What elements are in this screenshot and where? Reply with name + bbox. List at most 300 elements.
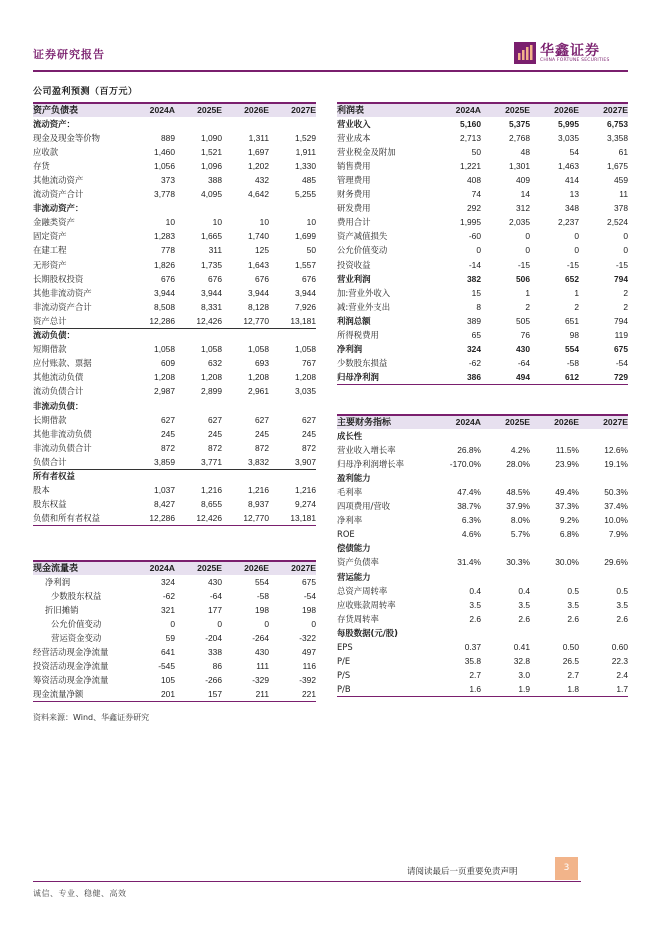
cell-value: 794 bbox=[614, 315, 628, 326]
cell-value: 1,675 bbox=[607, 160, 628, 171]
cell-value: 0 bbox=[217, 618, 222, 629]
cell-value: 19.1% bbox=[604, 458, 628, 469]
row-label: 现金流量净额 bbox=[33, 688, 128, 702]
cell-value: 1,995 bbox=[460, 217, 481, 228]
cell-value bbox=[579, 542, 628, 556]
cell-value: 8.0% bbox=[510, 515, 530, 526]
cell-value: 676 bbox=[161, 273, 175, 284]
year-header: 2026E bbox=[530, 415, 579, 429]
cell-value: 12,286 bbox=[149, 315, 175, 326]
cell-value: 373 bbox=[161, 175, 175, 186]
table-row bbox=[33, 343, 316, 357]
cell-value: 12,770 bbox=[243, 315, 269, 326]
table-row bbox=[33, 173, 316, 187]
table-row bbox=[337, 626, 628, 640]
row-label: 负债合计 bbox=[33, 456, 67, 467]
cell-value bbox=[432, 429, 481, 443]
cell-value: 2.6 bbox=[567, 613, 579, 624]
row-label: 营业税金及附加 bbox=[337, 146, 396, 157]
cell-value: 0.4 bbox=[469, 585, 481, 596]
cell-value: 3,358 bbox=[607, 132, 628, 143]
year-header: 2024A bbox=[128, 103, 175, 117]
cell-value: 872 bbox=[208, 442, 222, 453]
row-label: 无形资产 bbox=[33, 259, 67, 270]
cell-value: 12,770 bbox=[222, 512, 269, 526]
row-label: 经营活动现金净流量 bbox=[33, 647, 109, 658]
row-label: 利润总额 bbox=[337, 315, 371, 326]
cell-value: -264 bbox=[252, 633, 269, 644]
cell-value: -60 bbox=[468, 231, 481, 242]
row-label: 加:营业外收入 bbox=[337, 287, 391, 298]
cell-value: 1,283 bbox=[154, 231, 175, 242]
cell-value: 198 bbox=[255, 604, 269, 615]
table-row bbox=[337, 570, 628, 584]
cell-value: 2,524 bbox=[607, 217, 628, 228]
row-label: 流动资产合计 bbox=[33, 189, 84, 200]
table-row bbox=[337, 272, 628, 286]
cell-value: 6.8% bbox=[559, 529, 579, 540]
row-label: 在建工程 bbox=[33, 245, 67, 256]
cell-value bbox=[530, 542, 579, 556]
row-label: 归母净利润 bbox=[337, 371, 432, 385]
cell-value: 6,753 bbox=[607, 118, 628, 129]
cell-value: 3,035 bbox=[295, 386, 316, 397]
cell-value: 59 bbox=[165, 633, 175, 644]
cell-value: 338 bbox=[208, 647, 222, 658]
cell-value: 408 bbox=[467, 175, 481, 186]
cell-value: 245 bbox=[255, 428, 269, 439]
cell-value: -58 bbox=[566, 358, 579, 369]
cell-value: 0.60 bbox=[611, 642, 628, 653]
row-label: 四项费用/营收 bbox=[337, 501, 391, 512]
row-label: 营运能力 bbox=[337, 571, 371, 582]
table-row bbox=[337, 528, 628, 542]
table-row bbox=[33, 385, 316, 399]
cell-value: 86 bbox=[212, 661, 222, 672]
table-row bbox=[33, 484, 316, 498]
cell-value: 1,521 bbox=[201, 146, 222, 157]
cell-value: 3,778 bbox=[154, 189, 175, 200]
row-label: 股本 bbox=[33, 485, 50, 496]
cell-value: -204 bbox=[205, 633, 222, 644]
cell-value: 2 bbox=[623, 287, 628, 298]
cell-value bbox=[481, 626, 530, 640]
cell-value: 554 bbox=[565, 344, 579, 355]
cell-value: 554 bbox=[255, 576, 269, 587]
cell-value: 386 bbox=[432, 371, 481, 385]
cell-value: 0 bbox=[311, 618, 316, 629]
cell-value bbox=[222, 202, 269, 216]
cell-value: -545 bbox=[158, 661, 175, 672]
row-label: 总资产周转率 bbox=[337, 585, 388, 596]
table-row bbox=[337, 471, 628, 485]
cell-value: -54 bbox=[303, 590, 316, 601]
row-label: 现金及现金等价物 bbox=[33, 132, 100, 143]
cell-value: 2,713 bbox=[460, 132, 481, 143]
cell-value: 4,642 bbox=[248, 189, 269, 200]
cell-value: 5,255 bbox=[295, 189, 316, 200]
cell-value: 48.5% bbox=[506, 487, 530, 498]
cell-value: 388 bbox=[208, 175, 222, 186]
cell-value: 2,035 bbox=[509, 217, 530, 228]
row-label: 资产总计 bbox=[33, 315, 67, 326]
cell-value: 1,221 bbox=[460, 160, 481, 171]
footer-divider bbox=[33, 881, 581, 882]
cell-value: 693 bbox=[255, 358, 269, 369]
income-statement-table bbox=[337, 102, 628, 385]
table-row bbox=[33, 300, 316, 314]
cell-value: 177 bbox=[208, 604, 222, 615]
cell-value: 111 bbox=[256, 661, 269, 672]
row-label: 非流动负债： bbox=[33, 400, 84, 411]
cell-value: 675 bbox=[302, 576, 316, 587]
cell-value: 2.6 bbox=[469, 613, 481, 624]
section-title: 公司盈利预测（百万元） bbox=[33, 87, 138, 97]
cell-value: 0 bbox=[623, 245, 628, 256]
cell-value: 1,090 bbox=[201, 132, 222, 143]
cell-value: 8,508 bbox=[154, 301, 175, 312]
source-note: 资料来源：Wind、华鑫证券研究 bbox=[33, 713, 150, 722]
row-label: P/B bbox=[337, 683, 432, 697]
cell-value: -15 bbox=[517, 259, 530, 270]
table-row bbox=[337, 371, 628, 385]
cell-value bbox=[128, 117, 175, 131]
cell-value: 1 bbox=[525, 287, 530, 298]
table-row bbox=[337, 343, 628, 357]
table-row bbox=[337, 145, 628, 159]
cell-value: 627 bbox=[302, 414, 316, 425]
table-title: 利润表 bbox=[337, 103, 432, 117]
cell-value: 3.5 bbox=[616, 599, 628, 610]
cell-value: 1 bbox=[574, 287, 579, 298]
cell-value: 29.6% bbox=[604, 557, 628, 568]
cell-value: 37.9% bbox=[506, 501, 530, 512]
cell-value bbox=[128, 202, 175, 216]
row-label: 应收账款周转率 bbox=[337, 599, 396, 610]
cell-value: -62 bbox=[468, 358, 481, 369]
table-row bbox=[33, 216, 316, 230]
cell-value: 3.0 bbox=[518, 670, 530, 681]
cell-value: 321 bbox=[161, 604, 175, 615]
cell-value bbox=[481, 542, 530, 556]
row-label: 其他流动负债 bbox=[33, 372, 84, 383]
table-row bbox=[337, 216, 628, 230]
table-title: 现金流量表 bbox=[33, 561, 128, 575]
table-row bbox=[33, 357, 316, 371]
cell-value: 676 bbox=[302, 273, 316, 284]
table-row bbox=[33, 660, 316, 674]
table-row bbox=[33, 329, 316, 343]
row-label: 营运资金变动 bbox=[51, 633, 102, 644]
cell-value: 38.7% bbox=[457, 501, 481, 512]
cell-value: 506 bbox=[516, 273, 530, 284]
year-header: 2024A bbox=[128, 561, 175, 575]
cell-value: 1,216 bbox=[295, 485, 316, 496]
cell-value bbox=[530, 626, 579, 640]
row-label: ROE bbox=[337, 529, 355, 540]
row-label: 净利率 bbox=[337, 515, 363, 526]
cell-value: 1,208 bbox=[295, 372, 316, 383]
cell-value: 612 bbox=[530, 371, 579, 385]
logo-mark-icon bbox=[514, 42, 536, 64]
cell-value: -58 bbox=[256, 590, 269, 601]
cell-value: 50 bbox=[306, 245, 316, 256]
cell-value: 1,911 bbox=[295, 146, 316, 157]
row-label: 财务费用 bbox=[337, 189, 371, 200]
row-label: 资产减值损失 bbox=[337, 231, 388, 242]
table-row bbox=[33, 674, 316, 688]
table-row bbox=[337, 542, 628, 556]
cell-value: 794 bbox=[614, 273, 628, 284]
balance-sheet-table bbox=[33, 102, 316, 526]
row-label: 少数股东权益 bbox=[51, 590, 102, 601]
cell-value bbox=[269, 469, 316, 483]
cell-value: -14 bbox=[468, 259, 481, 270]
cell-value: 1,557 bbox=[295, 259, 316, 270]
cell-value: 8,128 bbox=[248, 301, 269, 312]
cell-value: 627 bbox=[208, 414, 222, 425]
cell-value: 116 bbox=[302, 661, 316, 672]
table-row bbox=[33, 688, 316, 702]
cell-value: 1,096 bbox=[201, 160, 222, 171]
cell-value: 3.5 bbox=[469, 599, 481, 610]
table-row bbox=[337, 457, 628, 471]
cell-value: 32.8 bbox=[513, 656, 530, 667]
table-row bbox=[33, 314, 316, 328]
cell-value: 10 bbox=[306, 217, 316, 228]
cell-value: 627 bbox=[161, 414, 175, 425]
cell-value: 1.7 bbox=[579, 683, 628, 697]
cell-value: 0 bbox=[525, 245, 530, 256]
cell-value: 2,987 bbox=[154, 386, 175, 397]
cell-value: 1,735 bbox=[201, 259, 222, 270]
cell-value: 54 bbox=[569, 146, 579, 157]
cell-value: 2,961 bbox=[248, 386, 269, 397]
cell-value: 8,655 bbox=[201, 499, 222, 510]
cell-value: 1,037 bbox=[154, 485, 175, 496]
table-row bbox=[33, 455, 316, 469]
cell-value: 494 bbox=[481, 371, 530, 385]
table-row bbox=[337, 429, 628, 443]
cell-value bbox=[579, 429, 628, 443]
cell-value: 3,944 bbox=[295, 287, 316, 298]
cell-value: 11 bbox=[619, 189, 628, 200]
table-row bbox=[33, 512, 316, 526]
cell-value: 50.3% bbox=[604, 487, 628, 498]
cell-value bbox=[269, 329, 316, 343]
table-row bbox=[33, 159, 316, 173]
cell-value: 98 bbox=[569, 330, 579, 341]
row-label: 应付账款、票据 bbox=[33, 358, 92, 369]
cell-value: 4.6% bbox=[461, 529, 481, 540]
year-header: 2026E bbox=[530, 103, 579, 117]
cell-value bbox=[530, 429, 579, 443]
row-label: P/E bbox=[337, 656, 351, 667]
cell-value: 76 bbox=[520, 330, 530, 341]
cell-value: 889 bbox=[161, 132, 175, 143]
row-label: 折旧摊销 bbox=[45, 604, 79, 615]
cell-value: 1,460 bbox=[154, 146, 175, 157]
cell-value: 10 bbox=[165, 217, 175, 228]
cell-value: 2.7 bbox=[567, 670, 579, 681]
row-label: 短期借款 bbox=[33, 344, 67, 355]
table-row bbox=[337, 612, 628, 626]
row-label: EPS bbox=[337, 642, 353, 653]
cell-value: 651 bbox=[565, 315, 579, 326]
table-row bbox=[33, 145, 316, 159]
cell-value: 432 bbox=[255, 175, 269, 186]
cell-value bbox=[175, 469, 222, 483]
row-label: 其他非流动负债 bbox=[33, 428, 92, 439]
row-label: 所有者权益 bbox=[33, 469, 128, 483]
cell-value: 0 bbox=[525, 231, 530, 242]
row-label: 固定资产 bbox=[33, 231, 67, 242]
cell-value: -64 bbox=[517, 358, 530, 369]
table-row bbox=[337, 314, 628, 328]
cell-value: 8,427 bbox=[154, 499, 175, 510]
cell-value: 12,426 bbox=[196, 315, 222, 326]
cell-value: 872 bbox=[161, 442, 175, 453]
cell-value: 4,095 bbox=[201, 189, 222, 200]
cell-value: 7.9% bbox=[608, 529, 628, 540]
table-row bbox=[337, 117, 628, 131]
cell-value bbox=[579, 471, 628, 485]
cell-value: 2.6 bbox=[616, 613, 628, 624]
cell-value: 0 bbox=[574, 245, 579, 256]
year-header: 2027E bbox=[269, 103, 316, 117]
cell-value: 198 bbox=[302, 604, 316, 615]
table-row bbox=[33, 230, 316, 244]
cell-value: 245 bbox=[208, 428, 222, 439]
cell-value: 1,202 bbox=[248, 160, 269, 171]
year-header: 2024A bbox=[432, 103, 481, 117]
cell-value: 74 bbox=[471, 189, 481, 200]
table-row bbox=[337, 188, 628, 202]
cell-value: 1,058 bbox=[248, 344, 269, 355]
cell-value: 3,771 bbox=[201, 456, 222, 467]
year-header: 2025E bbox=[481, 415, 530, 429]
cell-value: 1,699 bbox=[295, 231, 316, 242]
cell-value: 1,208 bbox=[154, 372, 175, 383]
table-row bbox=[33, 498, 316, 512]
cell-value: 414 bbox=[565, 175, 579, 186]
table-row bbox=[337, 598, 628, 612]
cell-value: 2 bbox=[623, 301, 628, 312]
cell-value: 1,208 bbox=[248, 372, 269, 383]
cell-value: 3,944 bbox=[201, 287, 222, 298]
cell-value: 1,826 bbox=[154, 259, 175, 270]
report-type-label: 证券研究报告 bbox=[33, 48, 105, 61]
cell-value: 382 bbox=[467, 273, 481, 284]
table-row bbox=[33, 646, 316, 660]
cell-value: -170.0% bbox=[449, 458, 481, 469]
row-label: 资产负债率 bbox=[337, 557, 379, 568]
cell-value: 245 bbox=[302, 428, 316, 439]
cell-value: 2 bbox=[574, 301, 579, 312]
cell-value: 1,056 bbox=[154, 160, 175, 171]
table-row bbox=[33, 258, 316, 272]
cell-value: 5,995 bbox=[558, 118, 579, 129]
cell-value: 7,926 bbox=[295, 301, 316, 312]
cell-value: 459 bbox=[614, 175, 628, 186]
cell-value: 8,331 bbox=[201, 301, 222, 312]
year-header: 2025E bbox=[481, 103, 530, 117]
cell-value: 30.3% bbox=[506, 557, 530, 568]
cell-value: 3,035 bbox=[558, 132, 579, 143]
cell-value: -62 bbox=[162, 590, 175, 601]
row-label: 长期借款 bbox=[33, 414, 67, 425]
header-divider bbox=[33, 70, 628, 72]
row-label: 销售费用 bbox=[337, 160, 371, 171]
row-label: 偿债能力 bbox=[337, 543, 371, 554]
cell-value: 1.8 bbox=[530, 683, 579, 697]
cell-value: 872 bbox=[302, 442, 316, 453]
cell-value: 12,426 bbox=[175, 512, 222, 526]
cell-value: 1,216 bbox=[201, 485, 222, 496]
cell-value: 2,899 bbox=[201, 386, 222, 397]
table-row bbox=[33, 399, 316, 413]
cell-value: 2,237 bbox=[558, 217, 579, 228]
cell-value: 430 bbox=[516, 344, 530, 355]
table-row bbox=[33, 469, 316, 483]
disclaimer-note: 请阅读最后一页重要免责声明 bbox=[407, 867, 518, 877]
cell-value: 10 bbox=[212, 217, 222, 228]
cell-value: 324 bbox=[161, 576, 175, 587]
cell-value: 378 bbox=[614, 203, 628, 214]
row-label: 归母净利润增长率 bbox=[337, 458, 404, 469]
table-row bbox=[33, 413, 316, 427]
cell-value: 221 bbox=[269, 688, 316, 702]
cell-value: 12,286 bbox=[128, 512, 175, 526]
table-row bbox=[337, 500, 628, 514]
table-row bbox=[33, 589, 316, 603]
year-header: 2027E bbox=[579, 103, 628, 117]
cell-value: 627 bbox=[255, 414, 269, 425]
table-row bbox=[337, 230, 628, 244]
cell-value bbox=[128, 329, 175, 343]
cell-value: 245 bbox=[161, 428, 175, 439]
cell-value: 0.37 bbox=[464, 642, 481, 653]
cell-value: 872 bbox=[255, 442, 269, 453]
cell-value: 5,160 bbox=[460, 118, 481, 129]
row-label: 投资收益 bbox=[337, 259, 371, 270]
cell-value: 324 bbox=[467, 344, 481, 355]
cell-value: 312 bbox=[516, 203, 530, 214]
row-label: 公允价值变动 bbox=[51, 618, 102, 629]
cell-value: 13 bbox=[569, 189, 579, 200]
cell-value: 0.5 bbox=[616, 585, 628, 596]
year-header: 2025E bbox=[175, 103, 222, 117]
cell-value bbox=[530, 471, 579, 485]
cell-value: 13,181 bbox=[290, 315, 316, 326]
cell-value: 348 bbox=[565, 203, 579, 214]
table-row bbox=[33, 603, 316, 617]
cell-value: 1,311 bbox=[248, 132, 269, 143]
cell-value: 652 bbox=[565, 273, 579, 284]
cell-value: 12.6% bbox=[604, 444, 628, 455]
cell-value: 409 bbox=[516, 175, 530, 186]
cell-value: 389 bbox=[467, 315, 481, 326]
row-label: 流动负债： bbox=[33, 329, 128, 343]
cell-value bbox=[269, 202, 316, 216]
cell-value: 105 bbox=[161, 675, 175, 686]
table-row bbox=[337, 131, 628, 145]
table-row bbox=[337, 443, 628, 457]
row-label: 所得税费用 bbox=[337, 330, 379, 341]
row-label: 长期股权投资 bbox=[33, 273, 84, 284]
table-row bbox=[33, 286, 316, 300]
cell-value: 14 bbox=[520, 189, 530, 200]
